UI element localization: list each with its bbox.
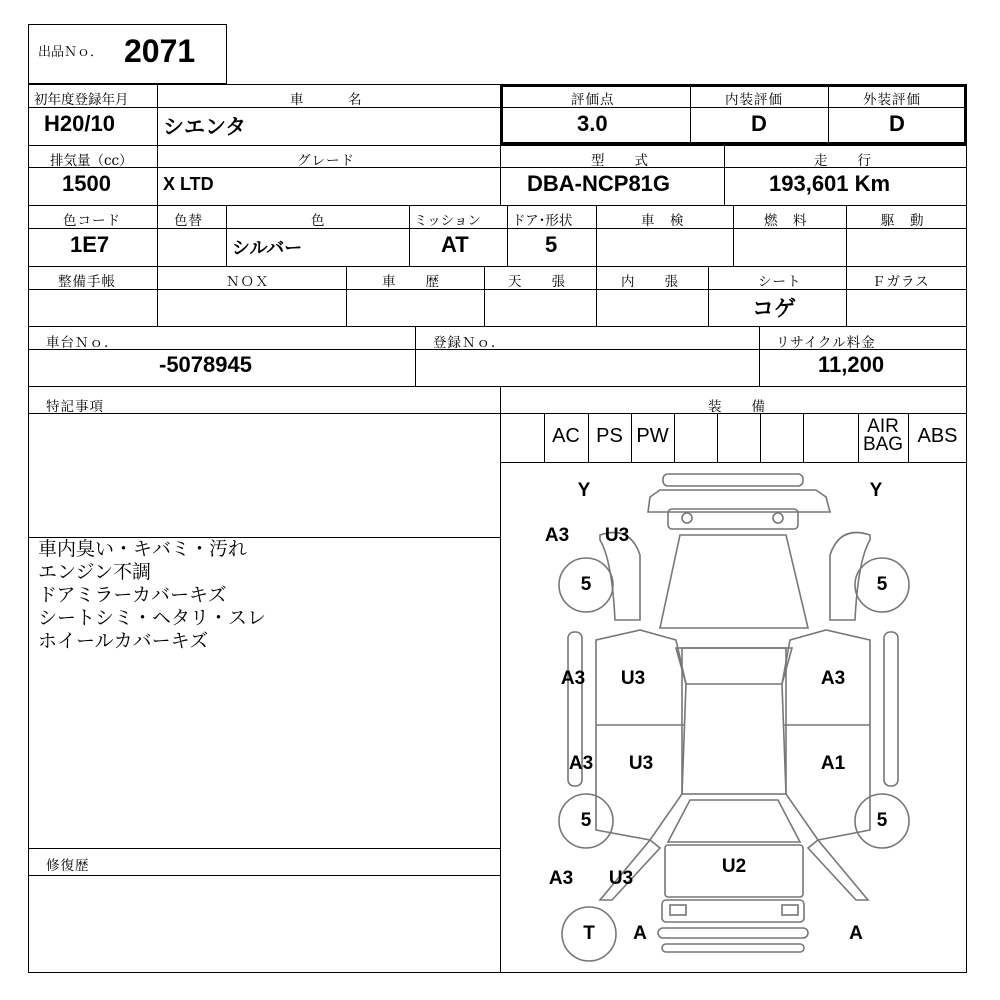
rule: [733, 205, 734, 266]
color-code-value: 1E7: [70, 232, 110, 257]
rule: [415, 326, 416, 386]
mark-front-left-tire: 5: [580, 574, 592, 595]
taillight-shape: [670, 905, 686, 915]
right-mirror-shape: [884, 632, 898, 786]
car-name-value: シエンタ: [163, 115, 247, 139]
color-value: シルバー: [232, 238, 303, 259]
color-code-label: 色コード: [63, 213, 121, 229]
note-line: シートシミ・ヘタリ・スレ: [38, 607, 267, 629]
rule: [28, 228, 967, 229]
rule: [484, 266, 485, 326]
mark-front-left-door-a: A3: [560, 668, 586, 689]
rule: [28, 205, 967, 206]
rule: [674, 413, 675, 462]
maintenance-label: 整備手帳: [58, 274, 116, 290]
rule: [708, 266, 709, 326]
rule: [500, 145, 501, 205]
seat-label: シート: [758, 274, 802, 290]
drive-label: 駆 動: [881, 213, 925, 229]
mark-rear-right-tire: 5: [876, 810, 888, 831]
rule: [846, 205, 847, 266]
mileage-label: 走 行: [814, 153, 872, 169]
notes-label: 特記事項: [46, 399, 104, 415]
fuel-label: 燃 料: [764, 213, 808, 229]
rear-window-shape: [668, 800, 800, 842]
mark-rear-glass: U2: [721, 856, 747, 877]
mark-spare-tire: T: [583, 923, 595, 944]
equipment-pw: PW: [636, 425, 669, 447]
exterior-grade-label: 外装評価: [863, 92, 921, 108]
rule: [28, 413, 967, 414]
rule: [226, 205, 227, 266]
roof-front-shape: [676, 648, 792, 684]
rule: [596, 266, 597, 326]
recycle-fee-label: リサイクル料金: [776, 335, 876, 351]
grade-label: グレード: [297, 153, 355, 169]
mission-value: AT: [441, 232, 469, 257]
rule: [28, 386, 967, 387]
model-label: 型 式: [591, 153, 649, 169]
interior-trim-label: 内 張: [621, 274, 679, 290]
rule: [759, 326, 760, 386]
mark-rear-left-tire: 5: [580, 810, 592, 831]
roof-shape: [682, 648, 786, 794]
rule: [28, 848, 501, 849]
repair-history-label: 修復歴: [46, 858, 90, 874]
score-label: 評価点: [571, 92, 615, 108]
displacement-value: 1500: [62, 171, 111, 196]
rule: [846, 266, 847, 326]
inspection-label: 車 検: [641, 213, 685, 229]
mark-rear-right-corner: A: [849, 923, 863, 944]
mark-front-left-fender-a: A3: [544, 525, 570, 546]
grade-value: X LTD: [163, 174, 214, 194]
mark-front-right-corner: Y: [869, 480, 883, 501]
rule: [760, 413, 761, 462]
interior-grade-value: D: [751, 111, 767, 136]
rule: [717, 413, 718, 462]
history-label: 車 歴: [382, 274, 440, 290]
front-right-fender-shape: [830, 533, 870, 621]
first-registration-label: 初年度登録年月: [34, 92, 129, 108]
note-line: エンジン不調: [38, 561, 152, 583]
door-value: 5: [545, 232, 558, 257]
rule: [157, 266, 158, 326]
rule: [28, 266, 967, 267]
rear-right-quarter-shape: [808, 840, 868, 900]
right-body-side: [782, 630, 870, 840]
recycle-fee-value: 11,200: [818, 352, 885, 377]
chassis-number-label: 車台Ｎｏ．: [46, 335, 119, 351]
mark-front-left-fender-u: U3: [604, 525, 630, 546]
rule: [28, 289, 967, 290]
first-registration-value: H20/10: [44, 111, 115, 136]
model-value: DBA-NCP81G: [527, 171, 671, 196]
emblem-shape: [773, 513, 783, 523]
rule: [803, 413, 804, 462]
mark-front-left-corner: Y: [577, 480, 591, 501]
mark-rear-left-door-u: U3: [628, 753, 654, 774]
rule: [157, 145, 158, 205]
ceiling-label: 天 張: [508, 274, 566, 290]
rule: [596, 205, 597, 266]
displacement-label: 排気量（cc）: [50, 153, 133, 169]
rear-step-shape: [658, 928, 808, 938]
front-bumper-shape: [663, 474, 803, 486]
car-name-label: 車 名: [290, 92, 363, 108]
repaint-label: 色替: [174, 213, 203, 229]
rule: [507, 205, 508, 266]
equipment-ac: AC: [552, 425, 580, 447]
emblem-shape: [682, 513, 692, 523]
mark-rear-left-quarter-u: U3: [608, 868, 634, 889]
windshield-shape: [660, 535, 808, 628]
notes-text: [38, 538, 266, 653]
nox-label: ＮＯＸ: [226, 274, 270, 290]
rule: [690, 84, 691, 145]
chassis-number-value: -5078945: [159, 352, 252, 377]
mark-rear-left-door-a: A3: [568, 753, 594, 774]
door-label: ドア･形状: [512, 213, 573, 229]
seat-value: コゲ: [752, 297, 797, 322]
equipment-label: 装 備: [708, 399, 766, 415]
score-value: 3.0: [577, 111, 608, 136]
rule: [28, 326, 967, 327]
mark-front-right-door-a: A3: [820, 668, 846, 689]
mark-rear-left-corner: A: [633, 923, 647, 944]
equipment-abs: ABS: [917, 425, 958, 447]
mark-front-right-tire: 5: [876, 574, 888, 595]
rule: [28, 145, 967, 146]
note-line: ホイールカバーキズ: [38, 630, 209, 652]
rear-step-shape: [662, 944, 804, 952]
mark-rear-left-quarter-a: A3: [548, 868, 574, 889]
exterior-grade-value: D: [889, 111, 905, 136]
equipment-ps: PS: [596, 425, 623, 447]
mark-front-left-door-u: U3: [620, 668, 646, 689]
rule: [157, 84, 158, 145]
mileage-value: 193,601 Km: [769, 171, 891, 196]
taillight-shape: [782, 905, 798, 915]
rule: [346, 266, 347, 326]
mission-label: ミッション: [414, 213, 481, 229]
color-label: 色: [311, 213, 326, 229]
lot-number-value: 2071: [124, 33, 196, 69]
front-glass-label: Ｆガラス: [872, 274, 930, 290]
rule: [28, 875, 501, 876]
rule: [157, 205, 158, 266]
rule: [724, 145, 725, 205]
rule: [828, 84, 829, 145]
note-line: 車内臭い・キバミ・汚れ: [38, 538, 248, 560]
rule: [409, 205, 410, 266]
mark-rear-right-door-a: A1: [820, 753, 846, 774]
interior-grade-label: 内装評価: [725, 92, 783, 108]
equipment-airbag: AIR BAG: [862, 416, 904, 455]
note-line: ドアミラーカバーキズ: [38, 584, 227, 606]
registration-number-label: 登録Ｎｏ．: [433, 335, 506, 351]
lot-number-label: 出品Ｎｏ．: [38, 45, 104, 60]
